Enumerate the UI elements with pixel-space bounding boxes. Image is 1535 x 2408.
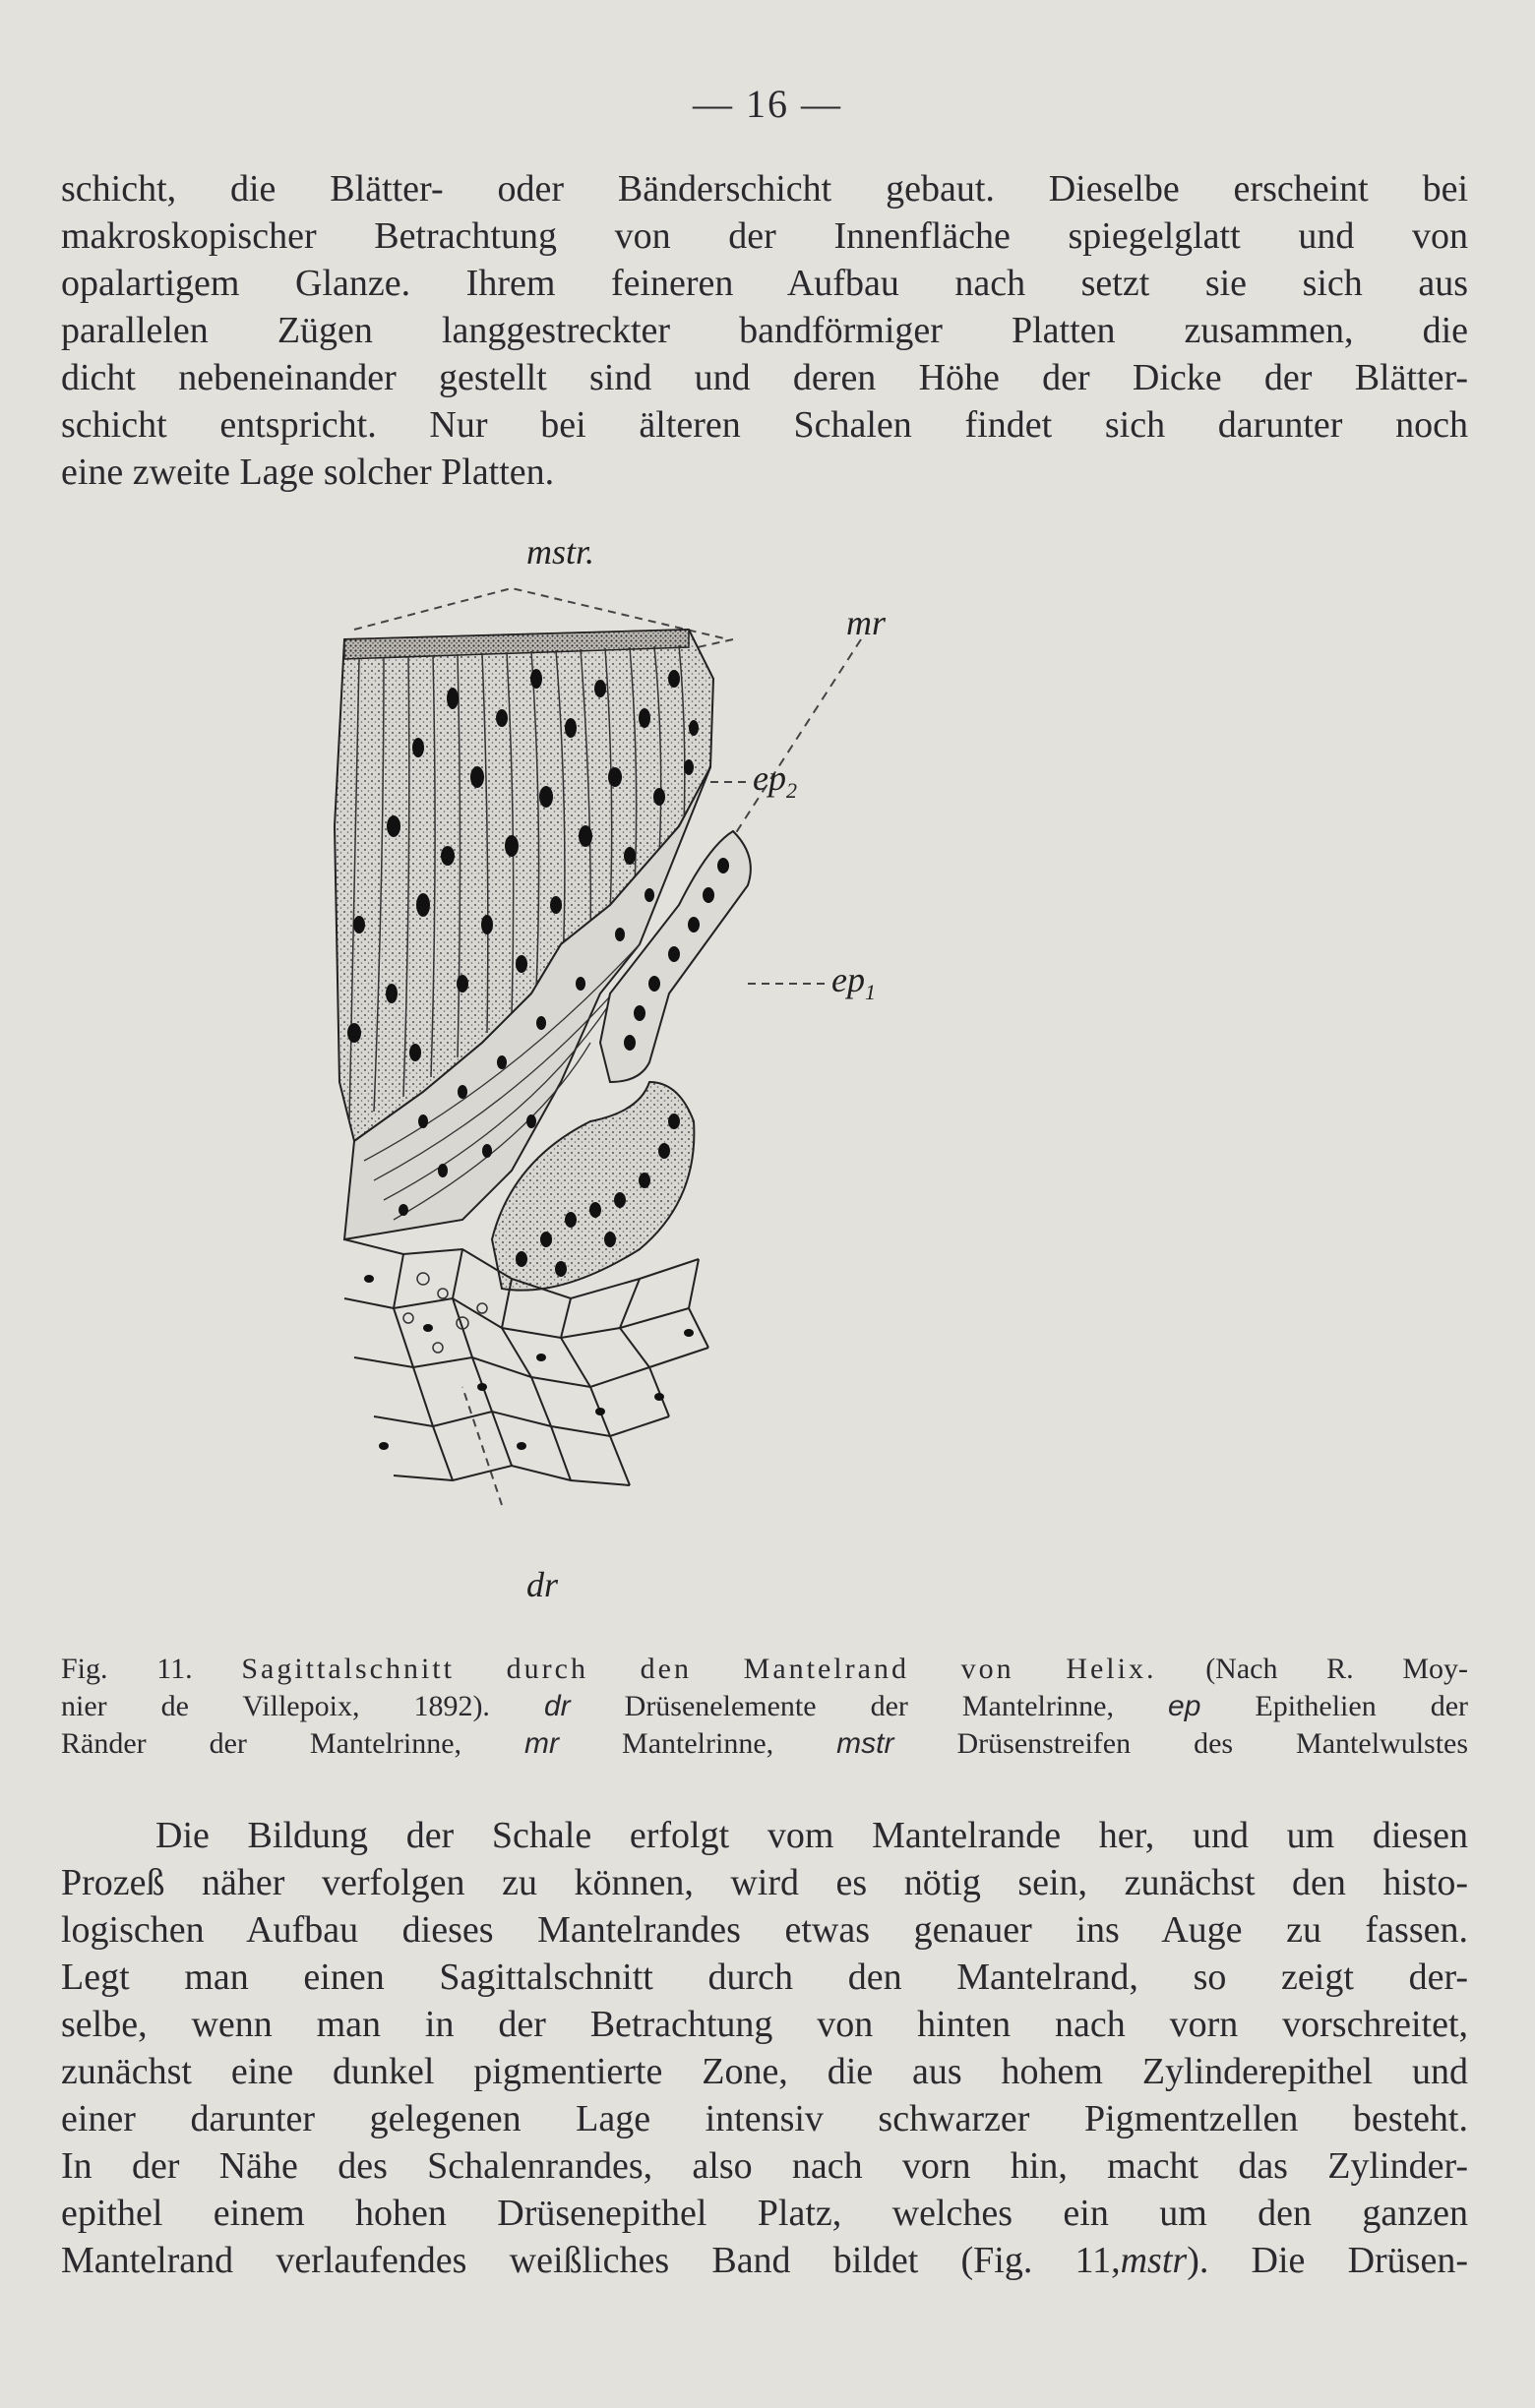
body-paragraph [61,1812,1468,2284]
text-line: dicht nebeneinander gestellt sind und deren Höhe der Dicke der Blätter- [61,357,1468,398]
label-mstr: mstr. [526,532,595,572]
dr-leader [462,1387,502,1505]
histology-figure [315,531,1250,1623]
caption-abbr-dr: dr [543,1690,571,1722]
text-line-last [61,2237,1468,2284]
caption-abbr-mstr: mstr [836,1727,894,1760]
caption-line-1 [61,1651,1468,1688]
text-line: selbe, wenn man in der Betrachtung von hinten nach vorn vorschreitet, [61,2004,1468,2045]
figure-caption [61,1651,1468,1763]
caption-text: Ränder der Mantelrinne, [61,1727,462,1760]
text-line: parallelen Zügen langgestreckter bandförmiger Platten zusammen, die [61,310,1468,351]
label-ep1-sub: 1 [864,980,876,1005]
label-ep1 [831,959,876,1005]
caption-text: Epithelien der [1255,1690,1468,1722]
caption-line-2 [61,1688,1468,1725]
caption-text: nier de Villepoix, 1892). [61,1690,490,1722]
figure-reference: mstr [1120,2240,1188,2281]
text-fragment: ). Die Drüsen- [1187,2240,1468,2281]
label-ep2-sub: 2 [785,778,797,804]
figure-drawing [315,531,1250,1623]
label-mr: mr [846,603,887,642]
label-ep1-text: ep [831,960,865,999]
text-line: schicht, die Blätter- oder Bänderschicht gebaut. Dieselbe erscheint bei [61,168,1468,210]
page-number: — 16 — [693,82,842,126]
caption-title: Sagittalschnitt durch den Mantelrand von Helix. [241,1653,1157,1685]
text-line: Die Bildung der Schale erfolgt vom Mantelrande her, und um diesen [155,1815,1468,1856]
label-ep2 [753,757,797,804]
caption-text: Mantelrinne, [622,1727,774,1760]
text-line: Legt man einen Sagittalschnitt durch den Mantelrand, so zeigt der- [61,1956,1468,1998]
text-line: epithel einem hohen Drüsenepithel Platz, welches ein um den ganzen [61,2193,1468,2234]
caption-abbr-ep: ep [1168,1690,1201,1722]
label-ep2-text: ep [753,758,786,798]
text-line: logischen Aufbau dieses Mantelrandes etwas genauer ins Auge zu fassen. [61,1909,1468,1951]
label-dr: dr [526,1565,559,1604]
text-line: zunächst eine dunkel pigmentierte Zone, die aus hohem Zylinderepithel und [61,2051,1468,2092]
caption-source: (Nach R. Moy- [1205,1653,1468,1685]
text-line: opalartigem Glanze. Ihrem feineren Aufbau nach setzt sie sich aus [61,263,1468,304]
caption-text: Drüsenstreifen des Mantelwulstes [956,1727,1468,1760]
caption-text: Drüsenelemente der Mantelrinne, [624,1690,1114,1722]
text-fragment: Mantelrand verlaufendes weißliches Band bildet (Fig. 11, [61,2240,1121,2281]
text-line: Prozeß näher verfolgen zu können, wird es nötig sein, zunächst den histo- [61,1862,1468,1903]
text-line: einer darunter gelegenen Lage intensiv schwarzer Pigmentzellen besteht. [61,2098,1468,2139]
caption-abbr-mr: mr [524,1727,560,1760]
text-line: In der Nähe des Schalenrandes, also nach vorn hin, macht das Zylinder- [61,2145,1468,2187]
caption-fig-number: Fig. 11. [61,1653,193,1685]
text-line: eine zweite Lage solcher Platten. [61,452,555,493]
top-paragraph [61,165,1468,496]
text-line: makroskopischer Betrachtung von der Innenfläche spiegelglatt und von [61,215,1468,257]
text-line: schicht entspricht. Nur bei älteren Schalen findet sich darunter noch [61,404,1468,446]
caption-line-3 [61,1725,1468,1763]
